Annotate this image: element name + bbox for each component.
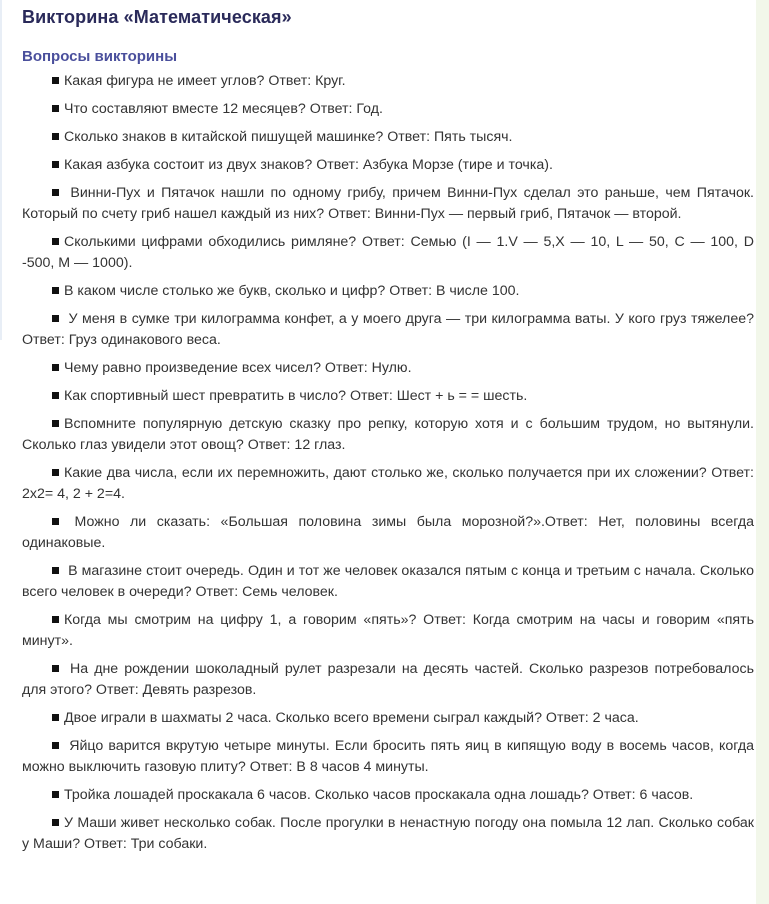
question-item: [22, 232, 754, 274]
question-text: Яйцо варится вкрутую четыре минуты. Если бросить пять яиц в кипящую воду в восемь часов, когда можно выключить газовую плиту? Ответ: В 8 часов 4 минуты.: [22, 738, 754, 775]
question-item: [22, 127, 754, 148]
question-text: Можно ли сказать: «Большая половина зимы была морозной?».Ответ: Нет, половины всегда одинаковые.: [22, 514, 754, 551]
question-item: [22, 71, 754, 92]
page-title: Викторина «Математическая»: [22, 7, 292, 27]
question-item: [22, 785, 754, 806]
square-bullet-icon: [52, 714, 59, 721]
square-bullet-icon: [52, 420, 59, 427]
question-item: [22, 155, 754, 176]
square-bullet-icon: [52, 392, 59, 399]
square-bullet-icon: [52, 819, 59, 826]
question-item: [22, 358, 754, 379]
question-item: [22, 386, 754, 407]
question-item: [22, 659, 754, 701]
question-item: [22, 463, 754, 505]
question-text: В магазине стоит очередь. Один и тот же человек оказался пятым с конца и третьим с начала. Сколько всего человек в очереди? Ответ: Семь человек.: [22, 563, 754, 600]
question-text: У меня в сумке три килограмма конфет, а у моего друга — три килограмма ваты. У кого груз тяжелее? Ответ: Груз одинакового веса.: [22, 311, 754, 348]
question-item: [22, 736, 754, 778]
question-text: Какая фигура не имеет углов? Ответ: Круг.: [64, 73, 346, 89]
question-item: [22, 512, 754, 554]
question-text: В каком числе столько же букв, сколько и цифр? Ответ: В числе 100.: [64, 283, 520, 299]
question-text: У Маши живет несколько собак. После прогулки в ненастную погоду она помыла 12 лап. Сколько собак у Маши? Ответ: Три собаки.: [22, 815, 754, 852]
square-bullet-icon: [52, 133, 59, 140]
square-bullet-icon: [52, 189, 59, 196]
question-item: [22, 183, 754, 225]
square-bullet-icon: [52, 77, 59, 84]
question-item: [22, 414, 754, 456]
square-bullet-icon: [52, 469, 59, 476]
question-text: Сколькими цифрами обходились римляне? Ответ: Семью (I — 1.V — 5,X — 10, L — 50, C — 100, D -500, M — 1000).: [22, 234, 754, 271]
question-text: Когда мы смотрим на цифру 1, а говорим «пять»? Ответ: Когда смотрим на часы и говорим «пять минут».: [22, 612, 754, 649]
square-bullet-icon: [52, 315, 59, 322]
question-text: Тройка лошадей проскакала 6 часов. Сколько часов проскакала одна лошадь? Ответ: 6 часов.: [64, 787, 694, 803]
square-bullet-icon: [52, 518, 59, 525]
square-bullet-icon: [52, 742, 59, 749]
question-text: Какие два числа, если их перемножить, дают столько же, сколько получается при их сложении? Ответ: 2x2= 4, 2 + 2=4.: [22, 465, 754, 502]
question-text: Сколько знаков в китайской пишущей машинке? Ответ: Пять тысяч.: [64, 129, 513, 145]
question-item: [22, 610, 754, 652]
question-text: Что составляют вместе 12 месяцев? Ответ: Год.: [64, 101, 383, 117]
square-bullet-icon: [52, 364, 59, 371]
question-text: Чему равно произведение всех чисел? Ответ: Нулю.: [64, 360, 412, 376]
question-item: [22, 99, 754, 120]
question-text: Какая азбука состоит из двух знаков? Ответ: Азбука Морзе (тире и точка).: [64, 157, 553, 173]
section-heading: Вопросы викторины: [22, 48, 178, 65]
question-item: [22, 561, 754, 603]
square-bullet-icon: [52, 161, 59, 168]
square-bullet-icon: [52, 287, 59, 294]
square-bullet-icon: [52, 665, 59, 672]
question-item: [22, 708, 754, 729]
question-text: Винни-Пух и Пятачок нашли по одному грибу, причем Винни-Пух сделал это раньше, чем Пятачок. Который по счету гриб нашел каждый из них? Ответ: Винни-Пух — первый гриб, Пятачок — второй.: [22, 185, 754, 222]
square-bullet-icon: [52, 105, 59, 112]
question-item: [22, 281, 754, 302]
square-bullet-icon: [52, 791, 59, 798]
question-list: [22, 71, 754, 855]
question-item: [22, 813, 754, 855]
question-item: [22, 309, 754, 351]
right-page-edge: [756, 0, 769, 904]
question-text: Вспомните популярную детскую сказку про репку, которую хотя и с большим трудом, но вытянули. Сколько глаз увидели этот овощ? Ответ: 12 глаз.: [22, 416, 754, 453]
question-text: На дне рождении шоколадный рулет разрезали на десять частей. Сколько разрезов потребовалось для этого? Ответ: Девять разрезов.: [22, 661, 754, 698]
square-bullet-icon: [52, 616, 59, 623]
question-text: Как спортивный шест превратить в число? Ответ: Шест + ь = = шесть.: [64, 388, 528, 404]
square-bullet-icon: [52, 238, 59, 245]
square-bullet-icon: [52, 567, 59, 574]
question-text: Двое играли в шахматы 2 часа. Сколько всего времени сыграл каждый? Ответ: 2 часа.: [64, 710, 639, 726]
